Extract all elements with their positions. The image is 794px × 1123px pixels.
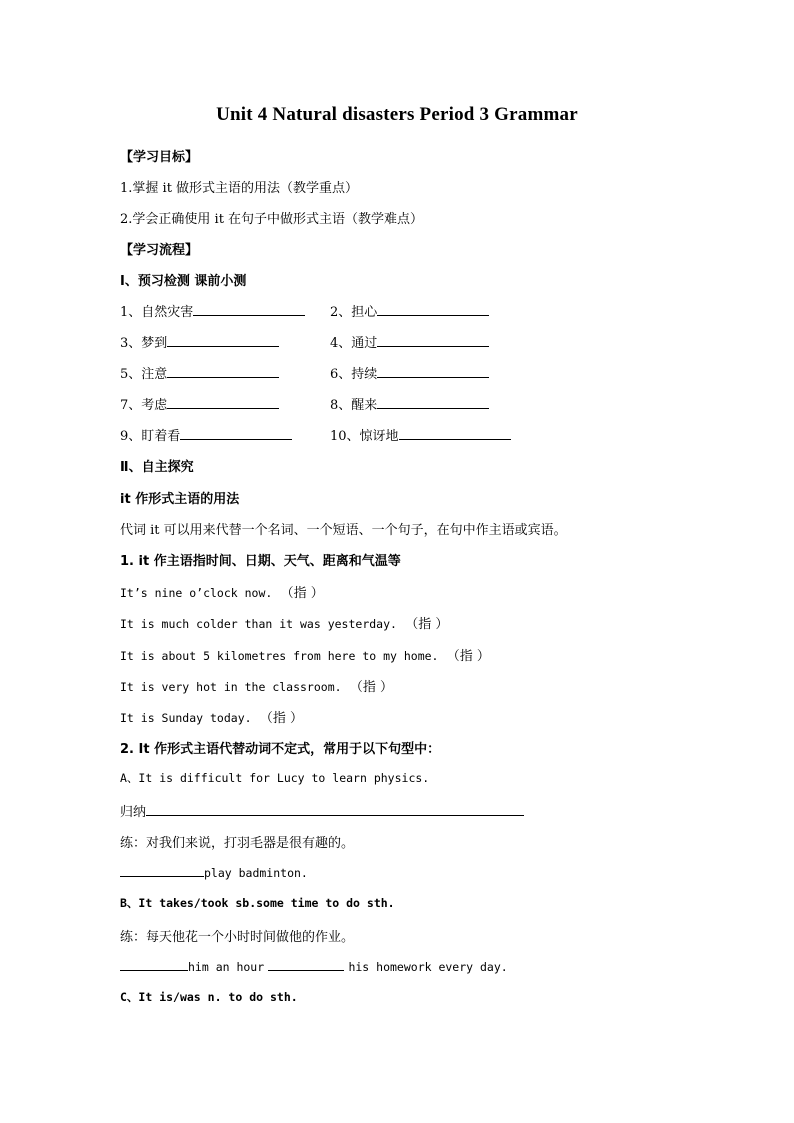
vocab-item-7 xyxy=(120,394,279,413)
answer-blank[interactable] xyxy=(377,396,489,409)
vocab-label: 10、惊讶地 xyxy=(330,429,399,444)
example-5: It is Sunday today. （指 ） xyxy=(120,711,303,726)
vocab-item-6 xyxy=(330,363,489,382)
answer-blank[interactable] xyxy=(180,427,292,440)
vocab-item-3 xyxy=(120,332,279,351)
example-3: It is about 5 kilometres from here to my home. （指 ） xyxy=(120,649,490,664)
intro-text: 代词 it 可以用来代替一个名词、一个短语、一个句子，在句中作主语或宾语。 xyxy=(120,523,567,538)
fill-1: play badminton. xyxy=(120,864,308,881)
pattern-a: A、It is difficult for Lucy to learn physics. xyxy=(120,771,430,785)
vocab-item-4 xyxy=(330,332,489,351)
vocab-label: 9、盯着看 xyxy=(120,429,181,444)
vocab-item-10 xyxy=(330,425,511,444)
example-2: It is much colder than it was yesterday. （指 ） xyxy=(120,617,449,632)
vocab-item-2 xyxy=(330,301,489,320)
answer-blank[interactable] xyxy=(268,958,344,971)
pattern-b: B、It takes/took sb.some time to do sth. xyxy=(120,896,395,910)
vocab-label: 3、梦到 xyxy=(120,336,168,351)
part1-heading: Ⅰ、预习检测 课前小测 xyxy=(120,274,247,289)
vocab-item-9 xyxy=(120,425,292,444)
usage-heading: it 作形式主语的用法 xyxy=(120,492,240,507)
practice-1: 练：对我们来说，打羽毛器是很有趣的。 xyxy=(120,836,355,851)
answer-blank[interactable] xyxy=(167,334,279,347)
goals-heading: 【学习目标】 xyxy=(120,150,199,165)
practice-2: 练：每天他花一个小时时间做他的作业。 xyxy=(120,930,355,945)
process-heading: 【学习流程】 xyxy=(120,243,199,258)
answer-blank[interactable] xyxy=(377,365,489,378)
vocab-label: 1、自然灾害 xyxy=(120,305,194,320)
vocab-label: 8、醒来 xyxy=(330,398,378,413)
answer-blank[interactable] xyxy=(193,303,305,316)
answer-blank[interactable] xyxy=(377,334,489,347)
answer-blank[interactable] xyxy=(399,427,511,440)
summary-blank[interactable] xyxy=(146,803,524,816)
goal-2: 2.学会正确使用 it 在句子中做形式主语（教学难点） xyxy=(120,212,424,227)
summary-label: 归纳 xyxy=(120,805,147,820)
vocab-item-8 xyxy=(330,394,489,413)
vocab-label: 7、考虑 xyxy=(120,398,168,413)
goal-1: 1.掌握 it 做形式主语的用法（教学重点） xyxy=(120,181,359,196)
page-title: Unit 4 Natural disasters Period 3 Grammar xyxy=(216,104,578,125)
point2-heading: 2. It 作形式主语代替动词不定式，常用于以下句型中： xyxy=(120,742,441,757)
answer-blank[interactable] xyxy=(377,303,489,316)
answer-blank[interactable] xyxy=(167,365,279,378)
vocab-label: 5、注意 xyxy=(120,367,168,382)
vocab-item-5 xyxy=(120,363,279,382)
point1-heading: 1. it 作主语指时间、日期、天气、距离和气温等 xyxy=(120,554,401,569)
vocab-label: 4、通过 xyxy=(330,336,378,351)
pattern-c: C、It is/was n. to do sth. xyxy=(120,990,298,1004)
example-1: It’s nine o’clock now. （指 ） xyxy=(120,586,324,601)
vocab-label: 6、持续 xyxy=(330,367,378,382)
answer-blank[interactable] xyxy=(167,396,279,409)
fill-2: him an hour his homework every day. xyxy=(120,958,508,975)
vocab-label: 2、担心 xyxy=(330,305,378,320)
answer-blank[interactable] xyxy=(120,864,204,877)
summary-line xyxy=(120,801,524,820)
example-4: It is very hot in the classroom. （指 ） xyxy=(120,680,393,695)
answer-blank[interactable] xyxy=(120,958,188,971)
vocab-item-1 xyxy=(120,301,305,320)
part2-heading: Ⅱ、自主探究 xyxy=(120,460,194,475)
